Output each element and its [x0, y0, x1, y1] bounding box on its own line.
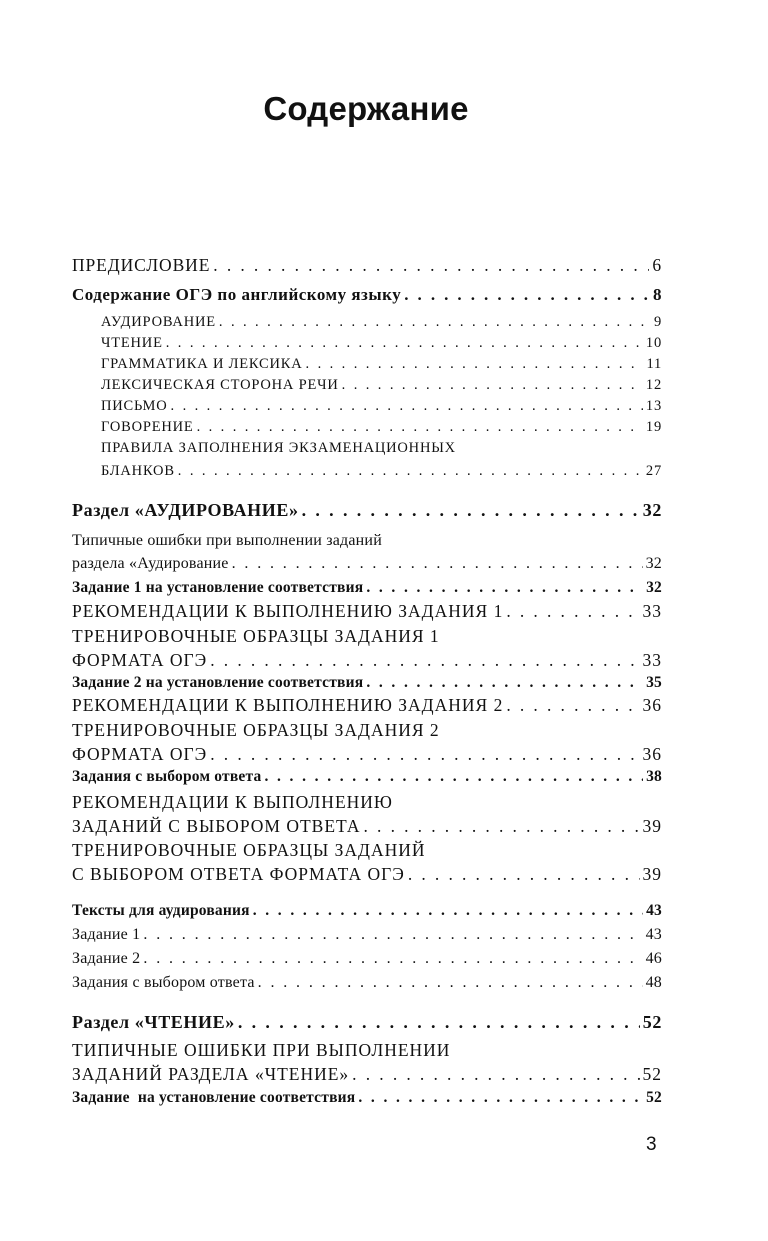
toc-entry-typical-errors[interactable]: [72, 555, 662, 573]
toc-entry-page: 27: [645, 463, 662, 479]
toc-entry-texts-multiple-choice[interactable]: [72, 974, 662, 992]
toc-entry-page: 11: [646, 356, 662, 372]
toc-entry-listening-texts[interactable]: [72, 902, 662, 920]
dot-leader: [264, 768, 643, 786]
toc-entry-title: ЗАДАНИЙ С ВЫБОРОМ ОТВЕТА: [72, 816, 361, 836]
toc-entry-task2-samples[interactable]: [72, 744, 662, 765]
dot-leader: [143, 926, 642, 944]
page-number: 3: [646, 1134, 657, 1155]
toc-entry-speaking[interactable]: [101, 419, 662, 436]
dot-leader: [404, 285, 650, 305]
toc-section-listening[interactable]: [72, 500, 662, 521]
toc-entry-title: ФОРМАТА ОГЭ: [72, 744, 208, 764]
toc-entry-title: Тексты для аудирования: [72, 902, 250, 919]
toc-entry-listening[interactable]: [101, 314, 662, 331]
toc-entry-page: 43: [645, 926, 662, 943]
toc-entry-grammar-vocabulary[interactable]: [101, 356, 662, 373]
toc-entry-task2-recommendations[interactable]: [72, 695, 662, 716]
dot-leader: [506, 601, 639, 622]
toc-entry-reading[interactable]: [101, 335, 662, 352]
dot-leader: [306, 356, 644, 373]
toc-entry-page: 8: [653, 285, 662, 304]
dot-leader: [178, 463, 643, 480]
toc-entry-page: 36: [642, 744, 662, 764]
dot-leader: [232, 555, 643, 573]
toc-entry-title: ГРАММАТИКА И ЛЕКСИКА: [101, 356, 303, 372]
toc-entry-title: Задание на установление соответствия: [72, 1089, 356, 1106]
toc-entry-title: ЧТЕНИЕ: [101, 335, 163, 351]
dot-leader: [366, 579, 643, 597]
toc-entry-texts-task2[interactable]: [72, 950, 662, 968]
dot-leader: [302, 500, 640, 521]
dot-leader: [506, 695, 639, 716]
toc-entry-task2-matching[interactable]: [72, 674, 662, 692]
toc-entry-title: АУДИРОВАНИЕ: [101, 314, 216, 330]
dot-leader: [210, 650, 639, 671]
toc-entry-forms-rules-line1: ПРАВИЛА ЗАПОЛНЕНИЯ ЭКЗАМЕНАЦИОННЫХ: [101, 440, 456, 456]
toc-entry-task1-samples[interactable]: [72, 650, 662, 671]
toc-entry-page: 12: [645, 377, 662, 393]
toc-entry-title: Задание 1: [72, 926, 141, 943]
toc-entry-title: ЗАДАНИЙ РАЗДЕЛА «ЧТЕНИЕ»: [72, 1064, 350, 1084]
dot-leader: [363, 816, 639, 837]
dot-leader: [366, 674, 643, 692]
toc-entry-title: Раздел «ЧТЕНИЕ»: [72, 1012, 235, 1032]
toc-entry-page: 52: [642, 1064, 662, 1084]
toc-entry-title: Раздел «АУДИРОВАНИЕ»: [72, 500, 299, 520]
toc-entry-page: 35: [646, 674, 662, 691]
toc-entry-page: 6: [652, 255, 662, 275]
toc-entry-page: 10: [645, 335, 662, 351]
dot-leader: [213, 255, 649, 276]
toc-entry-oge-content[interactable]: [72, 285, 662, 305]
toc-entry-title: Содержание ОГЭ по английскому языку: [72, 285, 402, 304]
dot-leader: [238, 1012, 640, 1033]
toc-entry-page: 43: [646, 902, 662, 919]
toc-entry-mc-recommendations-line1: РЕКОМЕНДАЦИИ К ВЫПОЛНЕНИЮ: [72, 792, 393, 812]
toc-entry-title: Задание 2 на установление соответствия: [72, 674, 364, 691]
dot-leader: [166, 335, 643, 352]
toc-section-reading[interactable]: [72, 1012, 662, 1033]
toc-entry-title: РЕКОМЕНДАЦИИ К ВЫПОЛНЕНИЮ ЗАДАНИЯ 2: [72, 695, 504, 715]
toc-entry-page: 52: [642, 1012, 662, 1032]
toc-entry-title: С ВЫБОРОМ ОТВЕТА ФОРМАТА ОГЭ: [72, 864, 405, 884]
dot-leader: [258, 974, 643, 992]
page-title: Содержание: [263, 90, 469, 127]
dot-leader: [342, 377, 643, 394]
toc-entry-reading-errors-line1: ТИПИЧНЫЕ ОШИБКИ ПРИ ВЫПОЛНЕНИИ: [72, 1040, 451, 1060]
toc-entry-page: 36: [642, 695, 662, 715]
dot-leader: [143, 950, 642, 968]
dot-leader: [171, 398, 643, 415]
dot-leader: [408, 864, 640, 885]
toc-entry-reading-errors[interactable]: [72, 1064, 662, 1085]
toc-entry-title: Задание 1 на установление соответствия: [72, 579, 364, 596]
toc-entry-title: Задание 2: [72, 950, 141, 967]
toc-entry-page: 9: [653, 314, 662, 330]
toc-entry-task1-matching[interactable]: [72, 579, 662, 597]
toc-entry-multiple-choice[interactable]: [72, 768, 662, 786]
toc-entry-mc-recommendations[interactable]: [72, 816, 662, 837]
toc-entry-title: раздела «Аудирование: [72, 555, 229, 572]
toc-entry-lexical-side[interactable]: [101, 377, 662, 394]
dot-leader: [210, 744, 639, 765]
toc-entry-title: Задания с выбором ответа: [72, 974, 255, 991]
toc-entry-mc-samples-line1: ТРЕНИРОВОЧНЫЕ ОБРАЗЦЫ ЗАДАНИЙ: [72, 840, 426, 860]
toc-entry-page: 39: [642, 816, 662, 836]
dot-leader: [358, 1089, 643, 1107]
toc-entry-forms-rules[interactable]: [101, 463, 662, 480]
toc-entry-texts-task1[interactable]: [72, 926, 662, 944]
dot-leader: [253, 902, 643, 920]
toc-entry-writing[interactable]: [101, 398, 662, 415]
toc-entry-task2-samples-line1: ТРЕНИРОВОЧНЫЕ ОБРАЗЦЫ ЗАДАНИЯ 2: [72, 720, 440, 740]
toc-entry-reading-matching[interactable]: [72, 1089, 662, 1107]
toc-entry-title: ЛЕКСИЧЕСКАЯ СТОРОНА РЕЧИ: [101, 377, 339, 393]
dot-leader: [352, 1064, 639, 1085]
toc-entry-page: 52: [646, 1089, 662, 1106]
toc-entry-page: 33: [642, 601, 662, 621]
toc-entry-title: ГОВОРЕНИЕ: [101, 419, 194, 435]
toc-entry-title: Задания с выбором ответа: [72, 768, 262, 785]
toc-entry-page: 32: [642, 500, 662, 520]
toc-entry-title: РЕКОМЕНДАЦИИ К ВЫПОЛНЕНИЮ ЗАДАНИЯ 1: [72, 601, 504, 621]
toc-entry-title: ПРЕДИСЛОВИЕ: [72, 255, 211, 275]
toc-entry-page: 32: [645, 555, 662, 572]
toc-entry-title: ФОРМАТА ОГЭ: [72, 650, 208, 670]
toc-entry-task1-samples-line1: ТРЕНИРОВОЧНЫЕ ОБРАЗЦЫ ЗАДАНИЯ 1: [72, 626, 440, 646]
toc-entry-page: 13: [645, 398, 662, 414]
toc-entry-task1-recommendations[interactable]: [72, 601, 662, 622]
toc-entry-page: 32: [646, 579, 662, 596]
toc-entry-preface[interactable]: [72, 255, 662, 276]
toc-entry-title: БЛАНКОВ: [101, 463, 175, 479]
toc-entry-page: 19: [645, 419, 662, 435]
toc-entry-mc-samples[interactable]: [72, 864, 662, 885]
toc-entry-title: ПИСЬМО: [101, 398, 168, 414]
toc-entry-page: 48: [645, 974, 662, 991]
toc-entry-page: 33: [642, 650, 662, 670]
toc-entry-typical-errors-line1: Типичные ошибки при выполнении заданий: [72, 532, 382, 549]
dot-leader: [219, 314, 651, 331]
toc-entry-page: 46: [645, 950, 662, 967]
dot-leader: [197, 419, 643, 436]
toc-entry-page: 38: [646, 768, 662, 785]
toc-entry-page: 39: [642, 864, 662, 884]
